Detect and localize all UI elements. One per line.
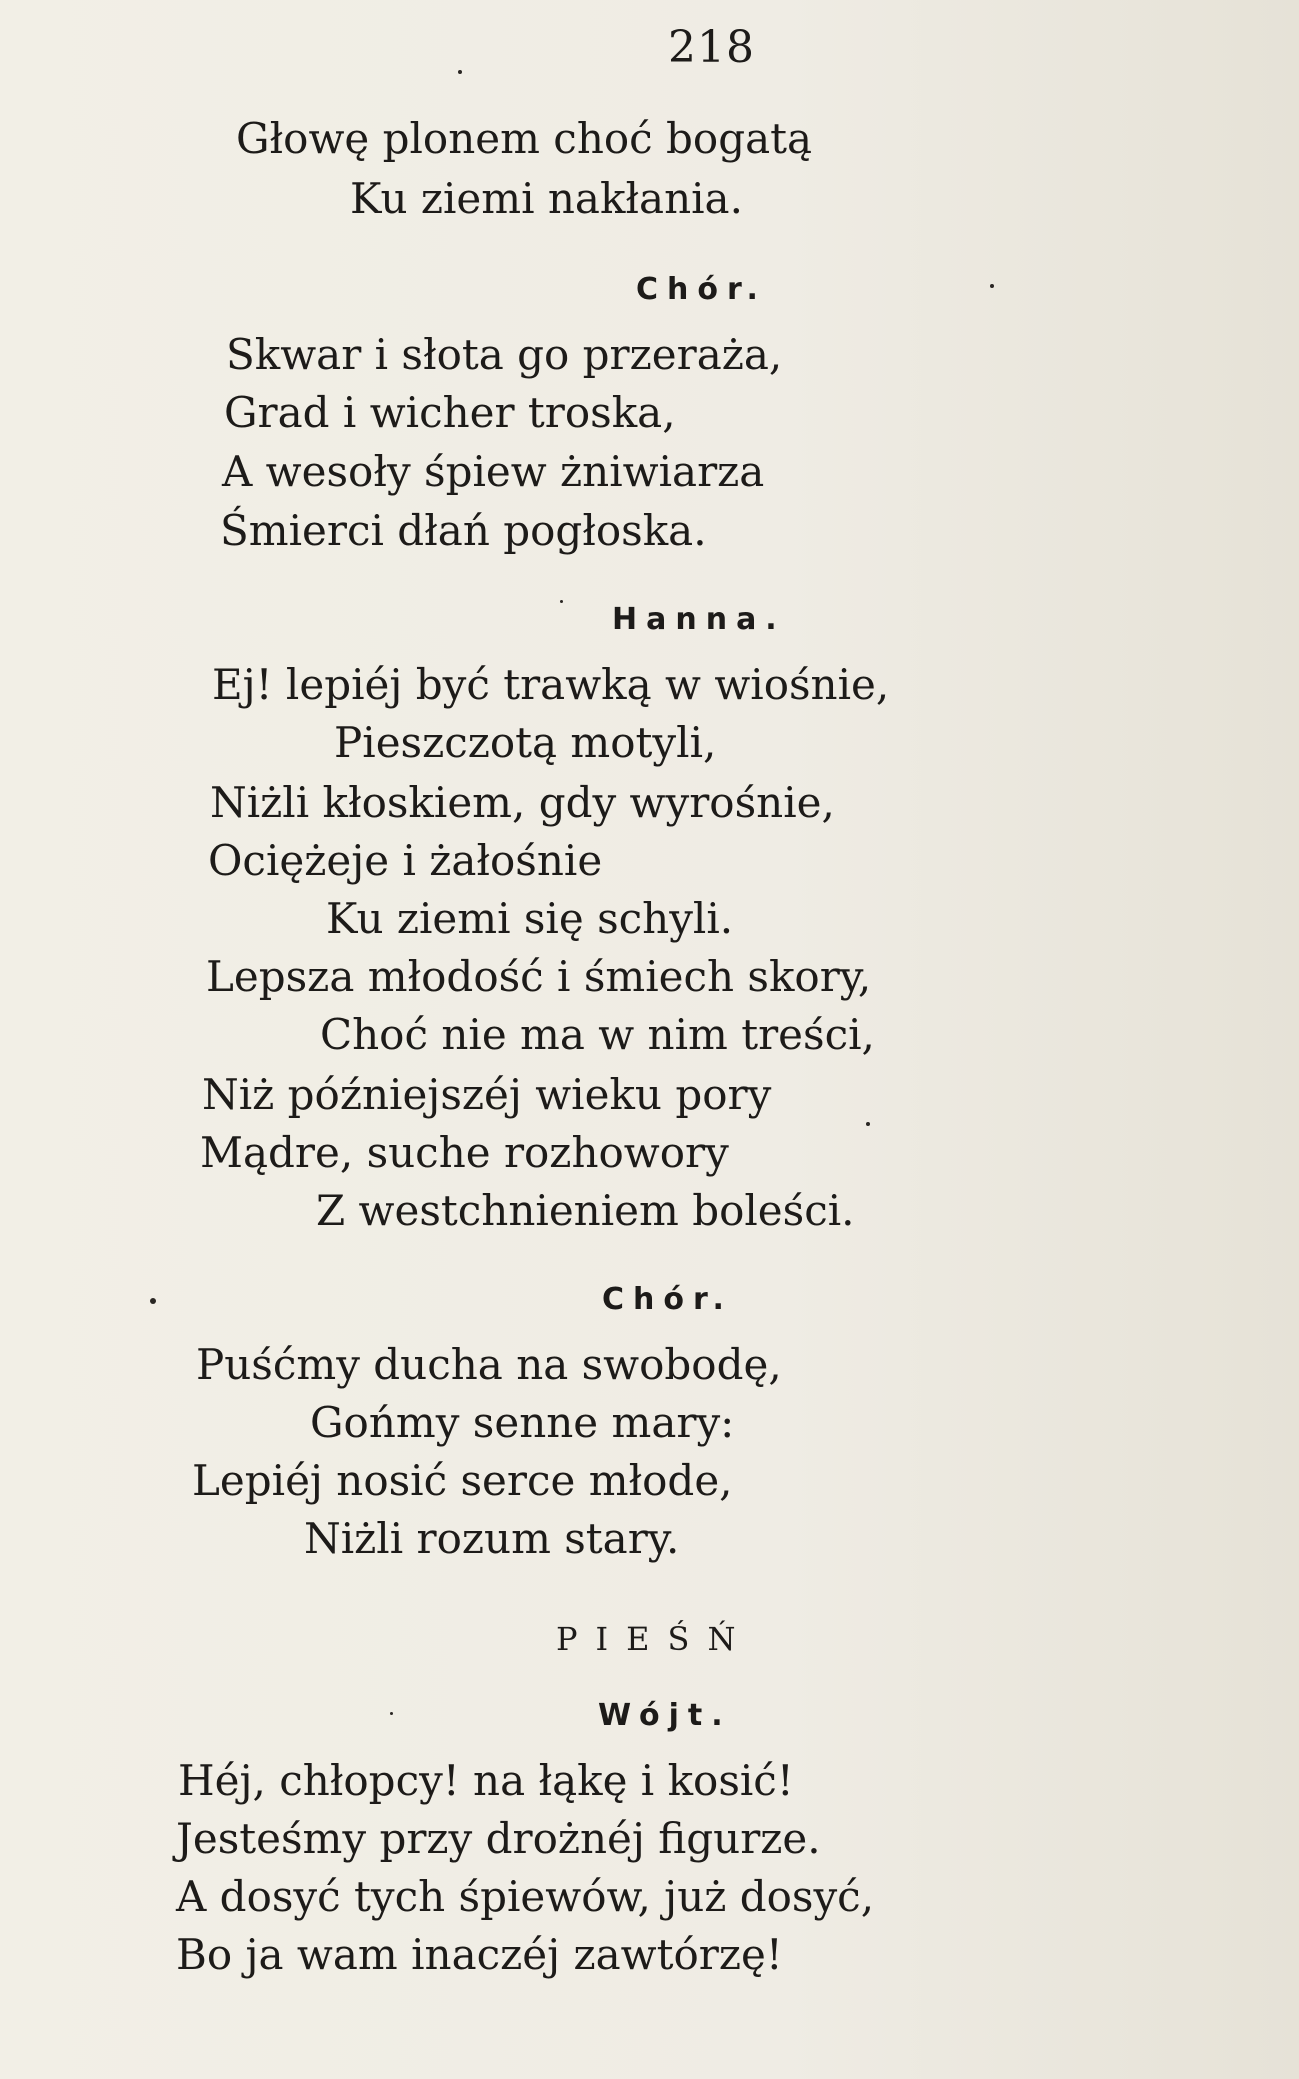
- paper-speck: [150, 1298, 156, 1304]
- page-number: 218: [668, 22, 755, 73]
- verse-line: Śmierci dłań pogłoska.: [220, 506, 707, 555]
- verse-line: Z westchnieniem boleści.: [316, 1186, 855, 1235]
- verse-line: Pieszczotą motyli,: [334, 718, 717, 767]
- verse-line: Niż późniejszéj wieku pory: [202, 1070, 772, 1119]
- verse-line: Lepiéj nosić serce młode,: [192, 1456, 733, 1505]
- verse-line: Niżli kłoskiem, gdy wyrośnie,: [210, 778, 835, 827]
- verse-line: A wesoły śpiew żniwiarza: [222, 447, 765, 496]
- verse-line: Lepsza młodość i śmiech skory,: [206, 952, 872, 1001]
- verse-line: Mądre, suche rozhowory: [200, 1128, 729, 1177]
- paper-speck: [458, 70, 462, 74]
- speaker-label: Wójt.: [598, 1698, 732, 1733]
- verse-line: Ej! lepiéj być trawką w wiośnie,: [212, 660, 890, 709]
- verse-line: Ku ziemi nakłania.: [350, 174, 743, 223]
- verse-line: Grad i wicher troska,: [224, 388, 676, 437]
- speaker-label: Hanna.: [612, 602, 786, 637]
- paper-speck: [866, 1122, 870, 1126]
- verse-line: Héj, chłopcy! na łąkę i kosić!: [178, 1756, 794, 1805]
- verse-line: Ociężeje i żałośnie: [208, 836, 603, 885]
- verse-line: Niżli rozum stary.: [304, 1514, 680, 1563]
- paper-speck: [990, 284, 994, 288]
- verse-line: Ku ziemi się schyli.: [326, 894, 734, 943]
- verse-line: Gońmy senne mary:: [310, 1398, 735, 1447]
- verse-line: Jesteśmy przy drożnéj figurze.: [176, 1814, 821, 1863]
- verse-line: Bo ja wam inaczéj zawtórzę!: [176, 1930, 783, 1979]
- section-title: PIEŚŃ: [556, 1620, 754, 1658]
- verse-line: Skwar i słota go przeraża,: [226, 330, 783, 379]
- paper-speck: [390, 1712, 393, 1715]
- verse-line: A dosyć tych śpiewów, już dosyć,: [176, 1872, 875, 1921]
- verse-line: Puśćmy ducha na swobodę,: [196, 1340, 782, 1389]
- paper-speck: [560, 600, 563, 603]
- speaker-label: Chór.: [602, 1282, 733, 1317]
- verse-line: Głowę plonem choć bogatą: [236, 114, 813, 163]
- speaker-label: Chór.: [636, 272, 767, 307]
- verse-line: Choć nie ma w nim treści,: [320, 1010, 875, 1059]
